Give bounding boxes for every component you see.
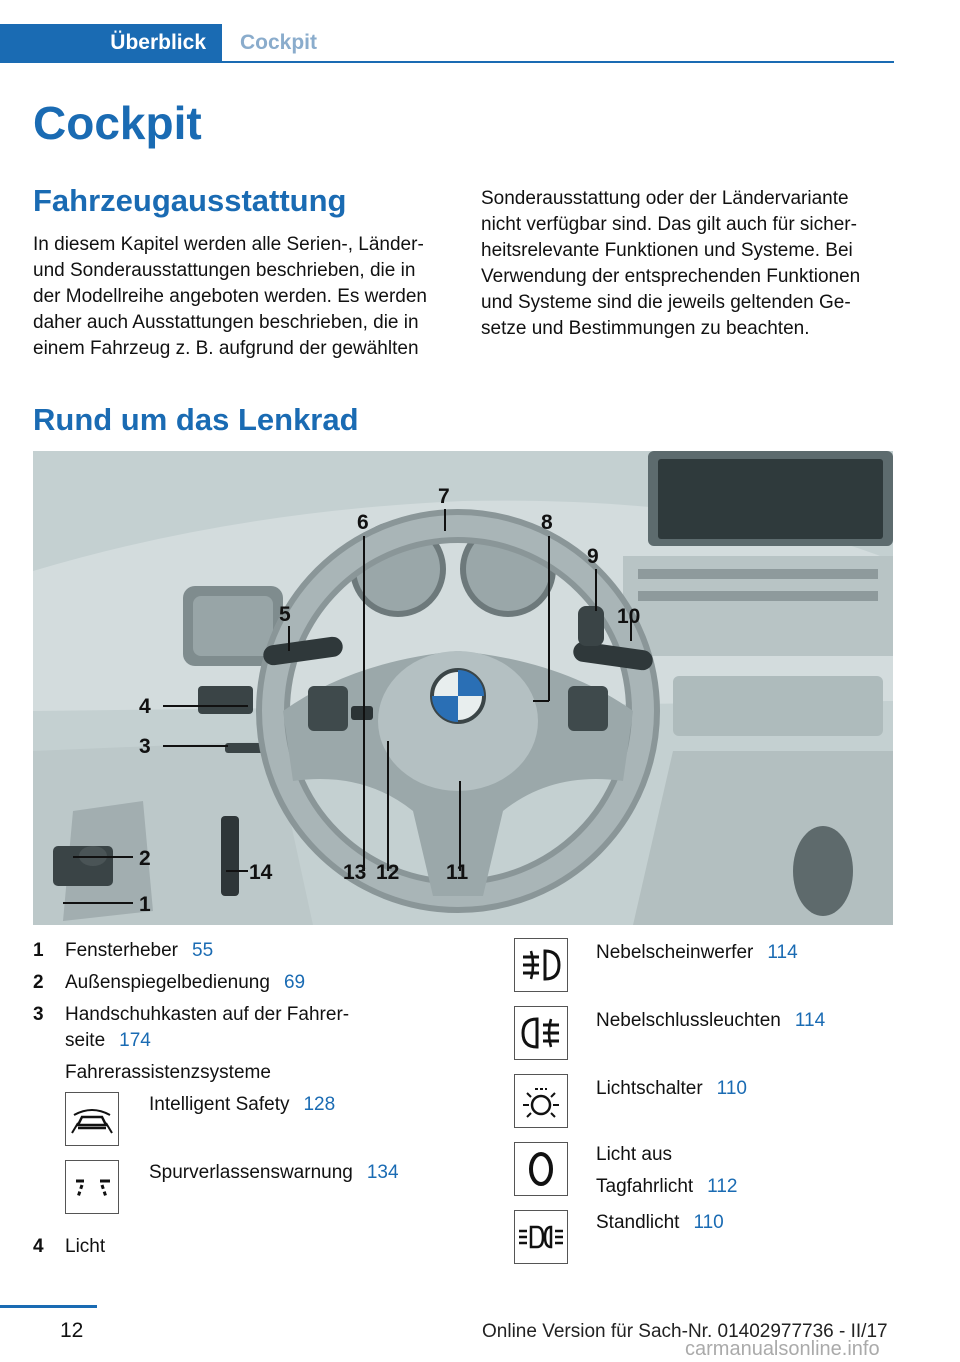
callout-5: 5 bbox=[279, 603, 291, 626]
callout-6: 6 bbox=[357, 511, 369, 534]
callout-8: 8 bbox=[541, 511, 553, 534]
list-item: Nebelscheinwerfer 114 bbox=[596, 942, 798, 963]
page-ref-link[interactable]: 114 bbox=[767, 942, 798, 963]
list-item: Standlicht 110 bbox=[596, 1212, 724, 1233]
page-ref-link[interactable]: 55 bbox=[192, 940, 214, 961]
parking-light-icon bbox=[514, 1210, 568, 1264]
tab-cockpit[interactable]: Cockpit bbox=[240, 30, 318, 54]
callout-14: 14 bbox=[249, 861, 273, 884]
intro-column-left: In diesem Kapitel werden alle Serien-, Länder- und Sonderausstattungen beschrieben, die in der Modellreihe angeboten werden. Es werden daher auch Ausstattungen beschrieben, die in einem Fahrzeug z. B. aufgrund der gewählten bbox=[33, 234, 427, 359]
section-heading-fahrzeugausstattung: Fahrzeugausstattung bbox=[33, 183, 347, 218]
tab-ueberblick[interactable]: Überblick bbox=[0, 24, 222, 61]
list-item: Licht aus bbox=[596, 1144, 673, 1165]
intro-column-right: Sonderausstattung oder der Ländervariante nicht verfügbar sind. Das gilt auch für sicher- heitsrelevante Funktionen und Systeme. Bei Verwendung der entsprechenden Funktionen und Systeme sind die jeweils geltenden Ge- setze und Bestimmungen zu beachten. bbox=[481, 188, 861, 339]
page-ref-link[interactable]: 128 bbox=[303, 1094, 336, 1115]
callout-10: 10 bbox=[617, 605, 641, 628]
callout-1: 1 bbox=[139, 893, 151, 916]
page-ref-link[interactable]: 134 bbox=[366, 1162, 399, 1183]
list-item: Nebelschlussleuchten 114 bbox=[596, 1010, 826, 1031]
online-version-note: Online Version für Sach-Nr. 01402977736 - II/17 bbox=[482, 1321, 888, 1342]
header-bar bbox=[0, 24, 894, 63]
list-item: Tagfahrlicht 112 bbox=[596, 1176, 738, 1197]
page-title: Cockpit bbox=[33, 97, 202, 149]
page-ref-link[interactable]: 112 bbox=[707, 1176, 738, 1197]
intelligent-safety-icon bbox=[65, 1092, 119, 1146]
page-ref-link[interactable]: 69 bbox=[283, 972, 306, 993]
watermark: carmanualsonline.info bbox=[685, 1338, 880, 1360]
callout-13: 13 bbox=[343, 861, 367, 884]
cockpit-illustration bbox=[33, 451, 893, 925]
callout-3: 3 bbox=[139, 735, 151, 758]
page-ref-link[interactable]: 114 bbox=[794, 1010, 826, 1031]
section-heading-lenkrad: Rund um das Lenkrad bbox=[33, 402, 359, 437]
callout-2: 2 bbox=[139, 847, 151, 870]
lane-departure-icon bbox=[65, 1160, 119, 1214]
callout-4: 4 bbox=[139, 695, 151, 718]
callout-7: 7 bbox=[438, 485, 450, 508]
page-number: 12 bbox=[60, 1319, 84, 1342]
list-item: Lichtschalter 110 bbox=[596, 1078, 747, 1099]
callout-11: 11 bbox=[446, 861, 469, 884]
legend-list-left: 1 Fensterheber 55 2 Außenspiegelbedienung 69 3 Handschuhkasten auf der Fahrer- seite 174 Fahrerassistenzsysteme Intelligent Safety 128 Spurverlassenswarnung 134 4 Licht bbox=[33, 940, 399, 1257]
callout-12: 12 bbox=[376, 861, 400, 884]
footer-accent-line bbox=[0, 1305, 97, 1308]
light-switch-icon bbox=[514, 1074, 568, 1128]
legend-list-right bbox=[514, 938, 894, 1278]
callout-9: 9 bbox=[587, 545, 599, 568]
rear-fog-light-icon bbox=[514, 1006, 568, 1060]
list-item-sub: Spurverlassenswarnung 134 bbox=[149, 1162, 399, 1183]
page-ref-link[interactable]: 110 bbox=[693, 1212, 724, 1233]
page-ref-link[interactable]: 174 bbox=[119, 1030, 151, 1051]
page-ref-link[interactable]: 110 bbox=[716, 1078, 747, 1099]
list-item-sub: Intelligent Safety 128 bbox=[149, 1094, 336, 1115]
light-off-icon bbox=[514, 1142, 568, 1196]
front-fog-light-icon bbox=[514, 938, 568, 992]
